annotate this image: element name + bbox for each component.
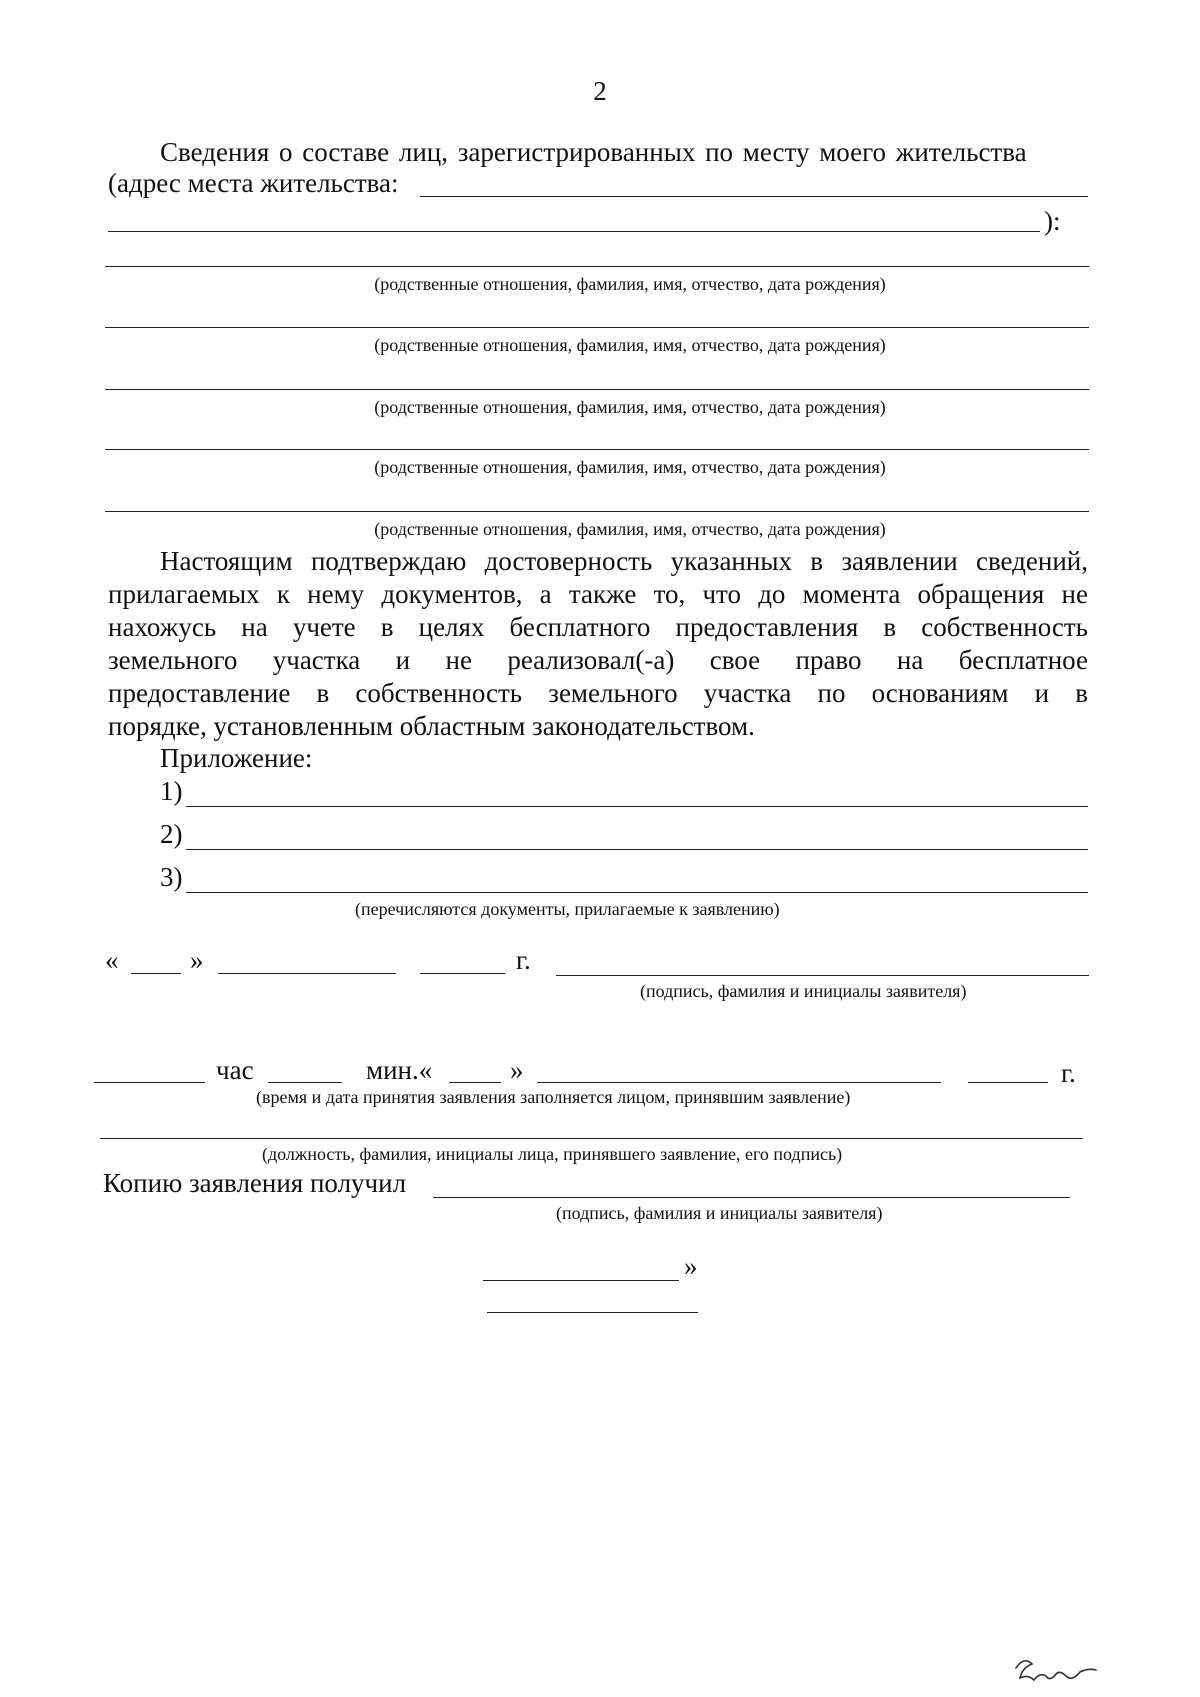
appendix-item-2-number: 2) (160, 819, 183, 849)
appendix-title: Приложение: (160, 743, 313, 773)
resident-caption: (родственные отношения, фамилия, имя, отчество, дата рождения) (374, 457, 886, 477)
appendix-caption: (перечисляются документы, прилагаемые к заявлению) (355, 899, 780, 919)
footer-close-quote: » (684, 1251, 698, 1281)
date-year-field[interactable] (420, 973, 505, 974)
confirmation-line-6: порядке, установленным областным законодательством. (108, 711, 755, 741)
official-signature-field[interactable] (100, 1138, 1083, 1139)
handwritten-initials-mark (1010, 1650, 1100, 1690)
confirmation-line-2: прилагаемых к нему документов, а также то, что до момента обращения не (108, 579, 1088, 609)
residents-intro-line-2: (адрес места жительства: (108, 168, 399, 198)
date-close-quote: » (190, 945, 204, 975)
applicant-signature-field[interactable] (556, 975, 1089, 976)
resident-field-line[interactable] (105, 266, 1089, 267)
resident-field-line[interactable] (105, 449, 1089, 450)
confirmation-line-5: предоставление в собственность земельного участка по основаниям и в (108, 678, 1088, 708)
residents-intro-line-1: Сведения о составе лиц, зарегистрированных по месту моего жительства (160, 137, 1027, 167)
confirmation-line-1: Настоящим подтверждаю достоверность указанных в заявлении сведений, (160, 546, 1088, 576)
applicant-signature-caption: (подпись, фамилия и инициалы заявителя) (640, 981, 967, 1001)
confirmation-line-3: нахожусь на учете в целях бесплатного предоставления в собственность (108, 612, 1088, 642)
footer-field-2[interactable] (487, 1312, 698, 1313)
appendix-item-3-field[interactable] (186, 892, 1088, 893)
resident-caption: (родственные отношения, фамилия, имя, отчество, дата рождения) (374, 335, 886, 355)
footer-field-1[interactable] (483, 1280, 679, 1281)
copy-received-caption: (подпись, фамилия и инициалы заявителя) (556, 1203, 883, 1223)
address-close: ): (1044, 206, 1061, 236)
address-field-line-2[interactable] (108, 231, 1040, 232)
date-day-field[interactable] (131, 973, 181, 974)
appendix-item-3-number: 3) (160, 862, 183, 892)
page-number: 2 (593, 76, 607, 106)
acceptance-close-quote: » (510, 1055, 524, 1085)
appendix-item-2-field[interactable] (186, 849, 1088, 850)
resident-caption: (родственные отношения, фамилия, имя, отчество, дата рождения) (374, 274, 886, 294)
acceptance-year-field[interactable] (968, 1082, 1048, 1083)
date-month-field[interactable] (218, 973, 396, 974)
date-open-quote: « (105, 945, 119, 975)
confirmation-line-4: земельного участка и не реализовал(-а) свое право на бесплатное (108, 645, 1088, 675)
acceptance-hour-label: час (216, 1055, 254, 1085)
acceptance-month-field[interactable] (537, 1082, 941, 1083)
resident-caption: (родственные отношения, фамилия, имя, отчество, дата рождения) (374, 397, 886, 417)
resident-field-line[interactable] (105, 327, 1089, 328)
appendix-item-1-field[interactable] (186, 806, 1088, 807)
acceptance-year-suffix: г. (1061, 1058, 1076, 1088)
copy-received-label: Копию заявления получил (103, 1168, 407, 1198)
address-field-line-1[interactable] (420, 196, 1088, 197)
appendix-item-1-number: 1) (160, 776, 183, 806)
resident-caption: (родственные отношения, фамилия, имя, отчество, дата рождения) (374, 519, 886, 539)
acceptance-day-field[interactable] (449, 1082, 501, 1083)
acceptance-minute-label: мин.« (366, 1055, 433, 1085)
copy-received-signature-field[interactable] (433, 1197, 1070, 1198)
official-caption: (должность, фамилия, инициалы лица, принявшего заявление, его подпись) (262, 1144, 843, 1164)
resident-field-line[interactable] (105, 389, 1089, 390)
acceptance-hour-field[interactable] (94, 1082, 205, 1083)
date-year-suffix: г. (516, 945, 531, 975)
acceptance-minute-field[interactable] (268, 1082, 342, 1083)
acceptance-caption: (время и дата принятия заявления заполняется лицом, принявшим заявление) (256, 1087, 851, 1107)
resident-field-line[interactable] (105, 511, 1089, 512)
